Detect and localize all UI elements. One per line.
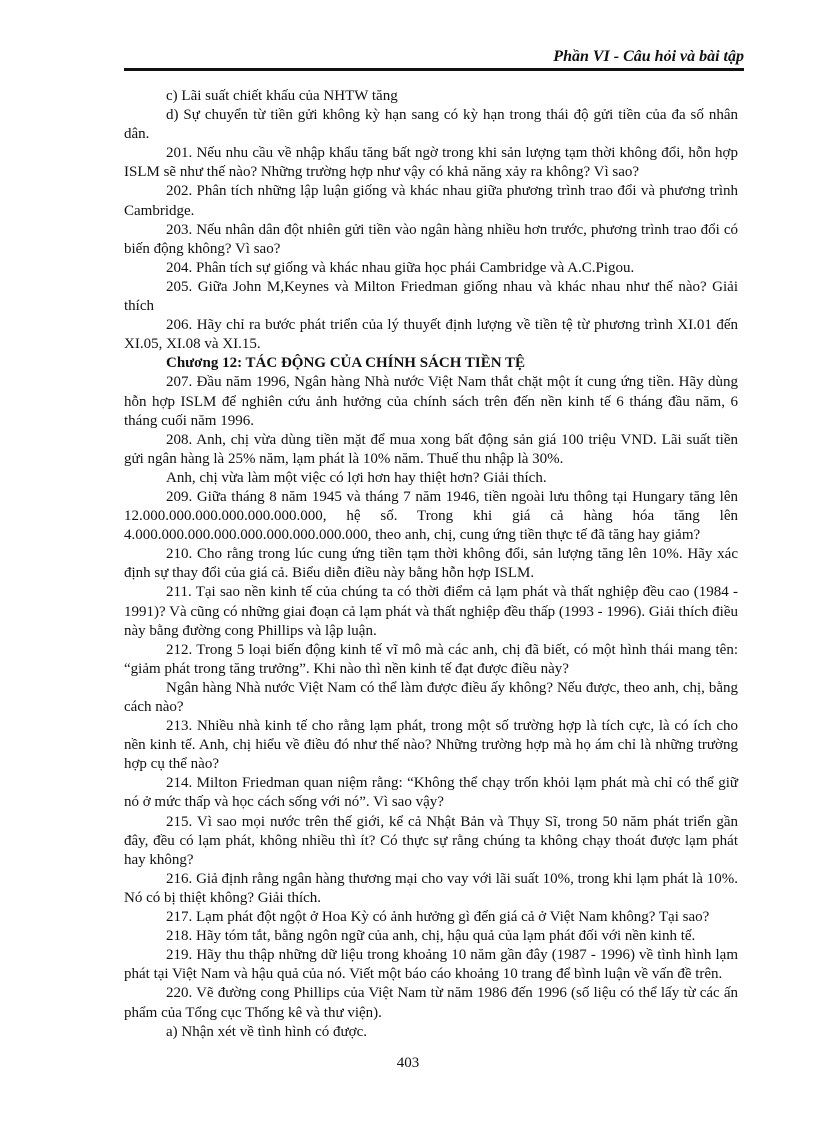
paragraph: 216. Giả định rằng ngân hàng thương mại cho vay với lãi suất 10%, trong khi lạm phát là 10%. Nó có bị thiệt không? Giải thích. [124, 870, 738, 906]
paragraph: 214. Milton Friedman quan niệm rằng: “Không thể chạy trốn khỏi lạm phát mà chỉ có thể giữ nó ở mức thấp và học cách sống với nó”. Vì sao vậy? [124, 775, 738, 811]
paragraph: 205. Giữa John M,Keynes và Milton Friedman giống nhau và khác nhau như thế nào? Giải thích [124, 278, 738, 315]
paragraph: 217. Lạm phát đột ngột ở Hoa Kỳ có ảnh hưởng gì đến giá cả ở Việt Nam không? Tại sao? [166, 909, 710, 926]
page-number: 403 [396, 1055, 420, 1071]
paragraph: 210. Cho rằng trong lúc cung ứng tiền tạm thời không đổi, sản lượng tăng lên 10%. Hãy xác định sự thay đổi của giá cả. Biểu diễn điều này bằng hỗn hợp ISLM. [124, 546, 738, 582]
paragraph: 206. Hãy chỉ ra bước phát triển của lý thuyết định lượng về tiền tệ từ phương trình XI.01 đến XI.05, XI.08 và XI.15. [124, 317, 738, 353]
paragraph: 207. Đầu năm 1996, Ngân hàng Nhà nước Việt Nam thắt chặt một ít cung ứng tiền. Hãy dùng hỗn hợp ISLM để nghiên cứu ảnh hưởng của chính sách trên đến nền kinh tế 6 tháng đầu năm, 6 tháng cuối năm 1996. [124, 374, 738, 429]
paragraph: 212. Trong 5 loại biến động kinh tế vĩ mô mà các anh, chị đã biết, có một hình thái mang tên: “giảm phát trong tăng trưởng”. Khi nào thì nền kinh tế đạt được điều này? [124, 641, 738, 677]
paragraph: 204. Phân tích sự giống và khác nhau giữa học phái Cambridge và A.C.Pigou. [166, 259, 635, 276]
paragraph: 213. Nhiều nhà kinh tế cho rằng lạm phát, trong một số trường hợp là tích cực, là có ích cho nền kinh tế. Anh, chị hiểu về điều đó như thế nào? Những trường hợp mà họ ám chỉ là những trường hợp cụ thể nào? [124, 718, 738, 773]
page-header [124, 40, 744, 71]
page-body [124, 87, 738, 1042]
paragraph: 203. Nếu nhân dân đột nhiên gửi tiền vào ngân hàng nhiều hơn trước, phương trình trao đổi có biến động không? Vì sao? [124, 221, 738, 257]
paragraph: 220. Vẽ đường cong Phillips của Việt Nam từ năm 1986 đến 1996 (số liệu có thể lấy từ các ấn phẩm của Tổng cục Thống kê và thư viện). [124, 985, 738, 1021]
paragraph: 215. Vì sao mọi nước trên thế giới, kể cả Nhật Bản và Thụy Sĩ, trong 50 năm phát triển gần đây, đều có lạm phát, không nhiều thì ít? Có thực sự rằng chúng ta không chạy thoát được lạm phát hay không? [124, 813, 738, 868]
paragraph: 209. Giữa tháng 8 năm 1945 và tháng 7 năm 1946, tiền ngoài lưu thông tại Hungary tăng lên 12.000.000.000.000.000.000.000, hệ số. Trong khi giá cả hàng hóa tăng lên 4.000.000.000.000.000.000.000.000.000, theo anh, chị, cung ứng tiền thực tế đã tăng hay giảm? [124, 488, 738, 544]
paragraph: d) Sự chuyển từ tiền gửi không kỳ hạn sang có kỳ hạn trong thái độ gửi tiền của đa số nhân dân. [124, 107, 738, 143]
paragraph: 208. Anh, chị vừa dùng tiền mặt để mua xong bất động sản giá 100 triệu VND. Lãi suất tiền gửi ngân hàng là 25% năm, lạm phát là 10% năm. Thuế thu nhập là 30%. [124, 431, 738, 467]
paragraph: a) Nhận xét về tình hình có được. [166, 1023, 368, 1040]
header-title: Phần VI - Câu hỏi và bài tập [553, 48, 744, 65]
paragraph: Ngân hàng Nhà nước Việt Nam có thể làm được điều ấy không? Nếu được, theo anh, chị, bằng cách nào? [124, 679, 738, 715]
paragraph: 202. Phân tích những lập luận giống và khác nhau giữa phương trình trao đổi và phương trình Cambridge. [124, 183, 738, 219]
paragraph: Anh, chị vừa làm một việc có lợi hơn hay thiệt hơn? Giải thích. [166, 469, 547, 486]
chapter-heading: Chương 12: TÁC ĐỘNG CỦA CHÍNH SÁCH TIỀN TỆ [166, 355, 526, 372]
paragraph: c) Lãi suất chiết khấu của NHTW tăng [166, 88, 398, 104]
paragraph: 218. Hãy tóm tắt, bằng ngôn ngữ của anh, chị, hậu quả của lạm phát đối với nền kinh tế. [166, 928, 696, 945]
paragraph: 201. Nếu nhu cầu về nhập khẩu tăng bất ngờ trong khi sản lượng tạm thời không đổi, hỗn hợp ISLM sẽ như thế nào? Những trường hợp như vậy có khả năng xảy ra không? Vì sao? [124, 145, 738, 181]
paragraph: 211. Tại sao nền kinh tế của chúng ta có thời điểm cả lạm phát và thất nghiệp đều cao (1984 - 1991)? Và cũng có những giai đoạn cả lạm phát và thất nghiệp đều thấp (1993 - 1996). Giải thích điều này bằng đường cong Phillips và lập luận. [124, 584, 738, 639]
paragraph: 219. Hãy thu thập những dữ liệu trong khoảng 10 năm gần đây (1987 - 1996) về tình hình lạm phát tại Việt Nam và hậu quả của nó. Viết một báo cáo khoảng 10 trang để bình luận về vấn đề trên. [124, 947, 738, 983]
